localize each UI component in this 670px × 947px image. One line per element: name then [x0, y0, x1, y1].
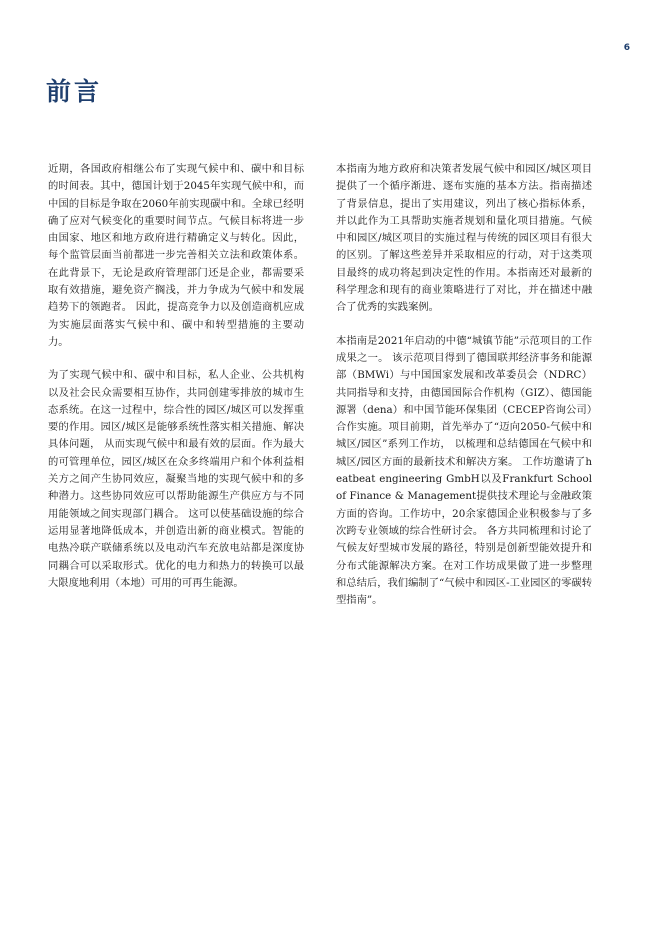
paragraph: 本指南是2021年启动的中德“城镇节能”示范项目的工作成果之一。 该示范项目得到了德国联邦经济事务和能源部（BMWi）与中国国家发展和改革委员会（NDRC）共同指导和支持，由德国国际合作机构（GIZ）、德国能源署（dena）和中国节能环保集团（CECEP咨询公司）合作实施。项目前期，首先举办了“迈向2050-气候中和城区/园区”系列工作坊， 以梳理和总结德国在气候中和城区/园区方面的最新技术和解决方案。 工作坊邀请了heatbeat engineering GmbH以及Frankfurt School of Finance & Management提供技术理论与金融政策方面的咨询。工作坊中，20余家德国企业积极参与了多次跨专业领域的综合性研讨会。 各方共同梳理和讨论了气候友好型城市发展的路径，特别是创新型能效提升和分布式能源解决方案。在对工作坊成果做了进一步整理和总结后，我们编制了“气候中和园区-工业园区的零碳转型指南”。: [336, 334, 592, 607]
left-column: [48, 161, 304, 608]
paragraph: 近期，各国政府相继公布了实现气候中和、碳中和目标的时间表。其中，德国计划于2045年实现气候中和，而中国的目标是争取在2060年前实现碳中和。全球已经明确了应对气候变化的重要时间节点。气候目标将进一步由国家、地区和地方政府进行精确定义与转化。因此，每个监管层面当前都进一步完善相关立法和政策体系。在此背景下，无论是政府管理部门还是企业，都需要采取有效措施，避免资产搁浅，并力争成为气候中和发展趋势下的领跑者。 因此，提高竞争力以及创造商机应成为实施层面落实气候中和、碳中和转型措施的主要动力。: [48, 163, 304, 348]
page-title: 前言: [46, 77, 103, 106]
paragraph: 本指南为地方政府和决策者发展气候中和园区/城区项目提供了一个循序渐进、逐布实施的基本方法。指南描述了背景信息，提出了实用建议，列出了核心指标体系，并以此作为工具帮助实施者规划和量化项目措施。气候中和园区/城区项目的实施过程与传统的园区项目有很大的区别。了解这些差异并采取相应的行动，对于这类项目最终的成功将起到决定性的作用。本指南还对最新的科学理念和现有的商业策略进行了对比，并在描述中融合了优秀的实践案例。: [336, 163, 592, 314]
right-column: [336, 161, 592, 625]
page-number: 6: [623, 43, 630, 53]
paragraph: 为了实现气候中和、碳中和目标，私人企业、公共机构以及社会民众需要相互协作，共同创建零排放的城市生态系统。在这一过程中，综合性的园区/城区可以发挥重要的作用。园区/城区是能够系统性落实相关措施、解决具体问题， 从而实现气候中和最有效的层面。作为最大的可管理单位，园区/城区在众多终端用户和个体利益相关方之间产生协同效应，凝聚当地的实现气候中和的多种潜力。这些协同效应可以帮助能源生产供应方与不同用能领域之间实现部门耦合。 这可以使基础设施的综合运用显著地降低成本，并创造出新的商业模式。智能的电热冷联产联储系统以及电动汽车充放电站都是深度协同耦合可以采取形式。优化的电力和热力的转换可以最大限度地利用（本地）可用的可再生能源。: [48, 369, 304, 589]
